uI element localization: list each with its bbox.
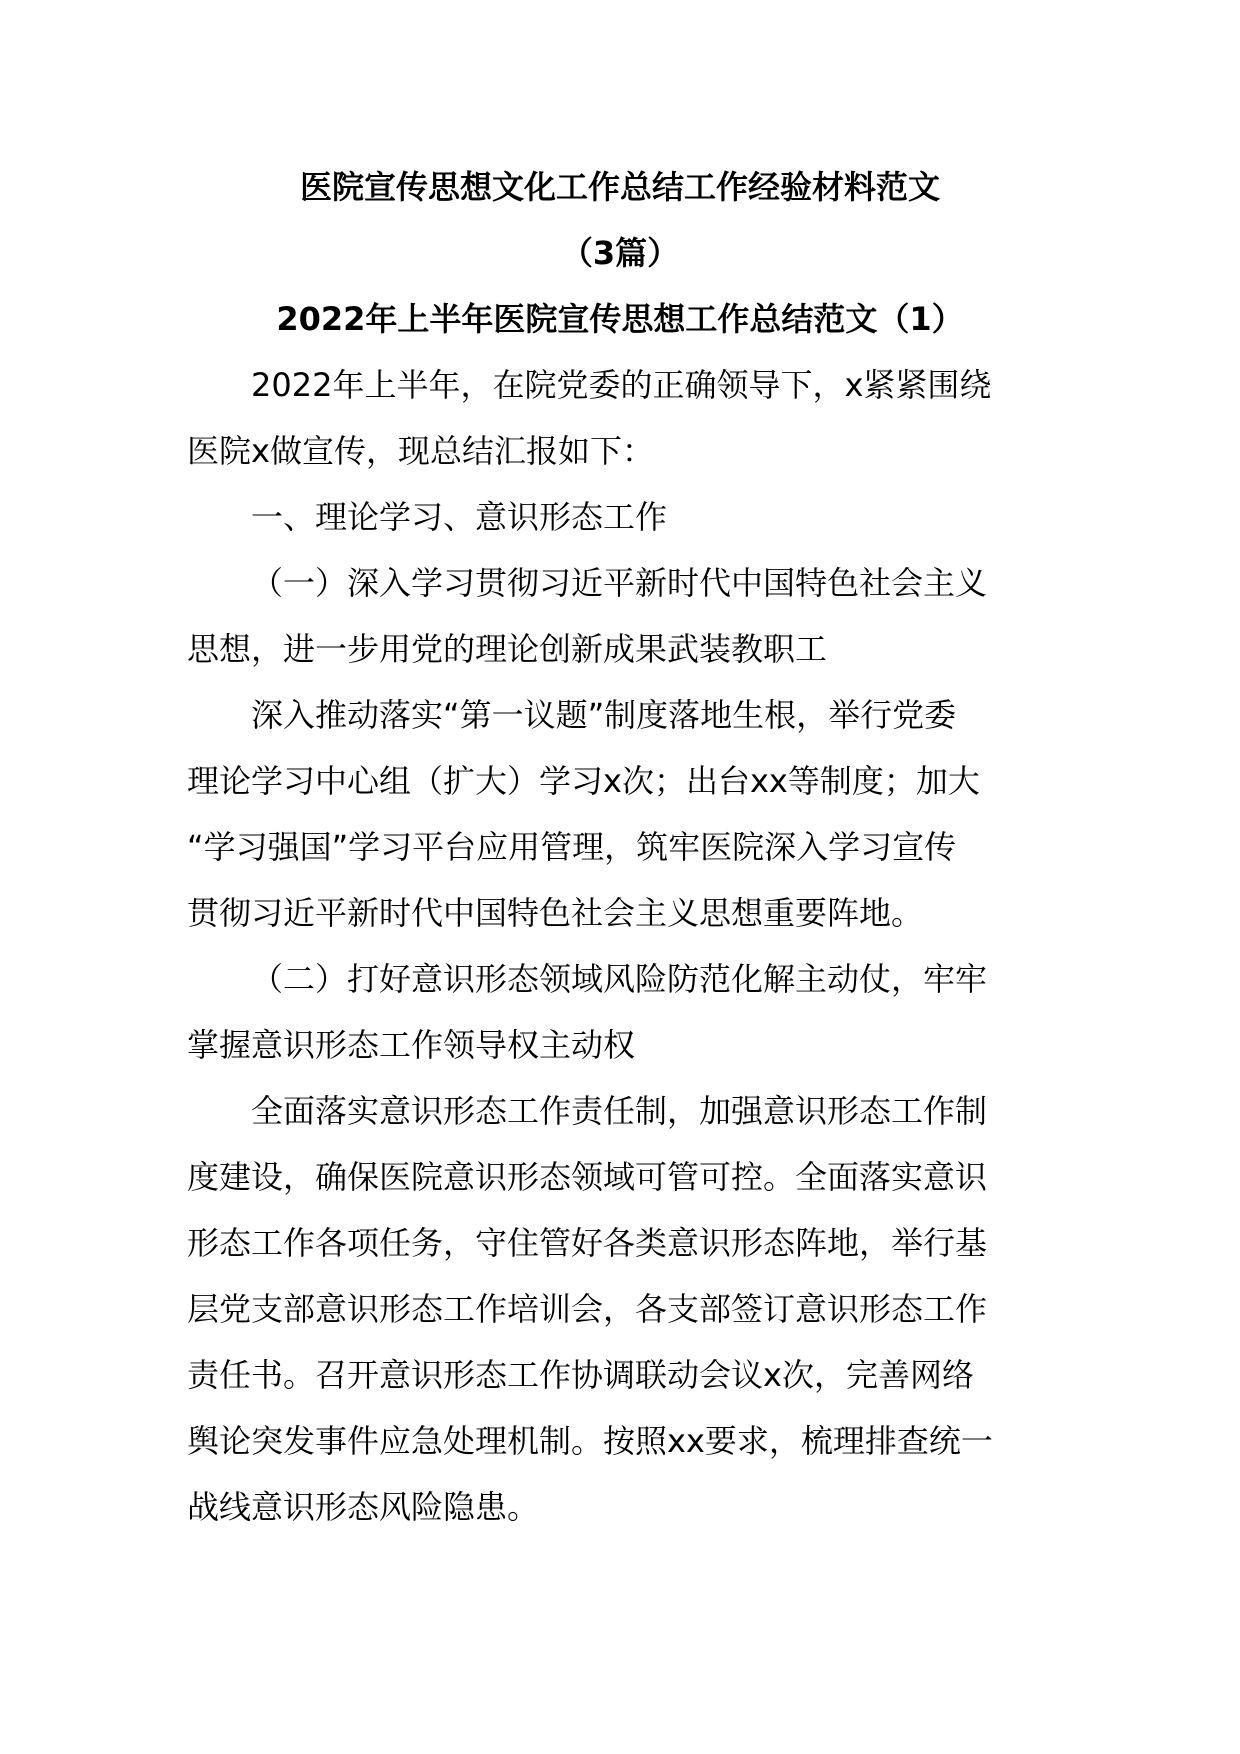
paragraph-line: 全面落实意识形态工作责任制，加强意识形态工作制: [251, 1092, 988, 1130]
document-title-line-1: 医院宣传思想文化工作总结工作经验材料范文: [299, 168, 940, 206]
paragraph-line: 形态工作各项任务，守住管好各类意识形态阵地，举行基: [187, 1224, 988, 1262]
paragraph-line: 舆论突发事件应急处理机制。按照xx要求，梳理排查统一: [187, 1422, 993, 1460]
paragraph-line: 度建设，确保医院意识形态领域可管可控。全面落实意识: [187, 1158, 988, 1196]
subsection-heading: （二）打好意识形态领域风险防范化解主动仗，牢牢: [251, 960, 988, 998]
subsection-heading: 思想，进一步用党的理论创新成果武装教职工: [187, 630, 828, 668]
paragraph-line: 贯彻习近平新时代中国特色社会主义思想重要阵地。: [187, 894, 924, 932]
paragraph-line: 责任书。召开意识形态工作协调联动会议x次，完善网络: [187, 1356, 974, 1394]
paragraph-line: 理论学习中心组（扩大）学习x次；出台xx等制度；加大: [187, 762, 980, 800]
paragraph-line: 医院x做宣传，现总结汇报如下：: [187, 432, 654, 470]
paragraph-line: 2022年上半年，在院党委的正确领导下，x紧紧围绕: [251, 366, 992, 404]
paragraph-line: 深入推动落实“第一议题”制度落地生根，举行党委: [251, 696, 957, 734]
subsection-heading: （一）深入学习贯彻习近平新时代中国特色社会主义: [251, 564, 988, 602]
document-title-line-2: （3篇）: [560, 234, 680, 272]
document-subtitle: 2022年上半年医院宣传思想工作总结范文（1）: [276, 300, 964, 338]
paragraph-line: “学习强国”学习平台应用管理，筑牢医院深入学习宣传: [187, 828, 957, 866]
subsection-heading: 掌握意识形态工作领导权主动权: [187, 1026, 636, 1064]
paragraph-line: 战线意识形态风险隐患。: [187, 1488, 540, 1526]
paragraph-line: 层党支部意识形态工作培训会，各支部签订意识形态工作: [187, 1290, 988, 1328]
section-heading: 一、理论学习、意识形态工作: [251, 498, 668, 536]
